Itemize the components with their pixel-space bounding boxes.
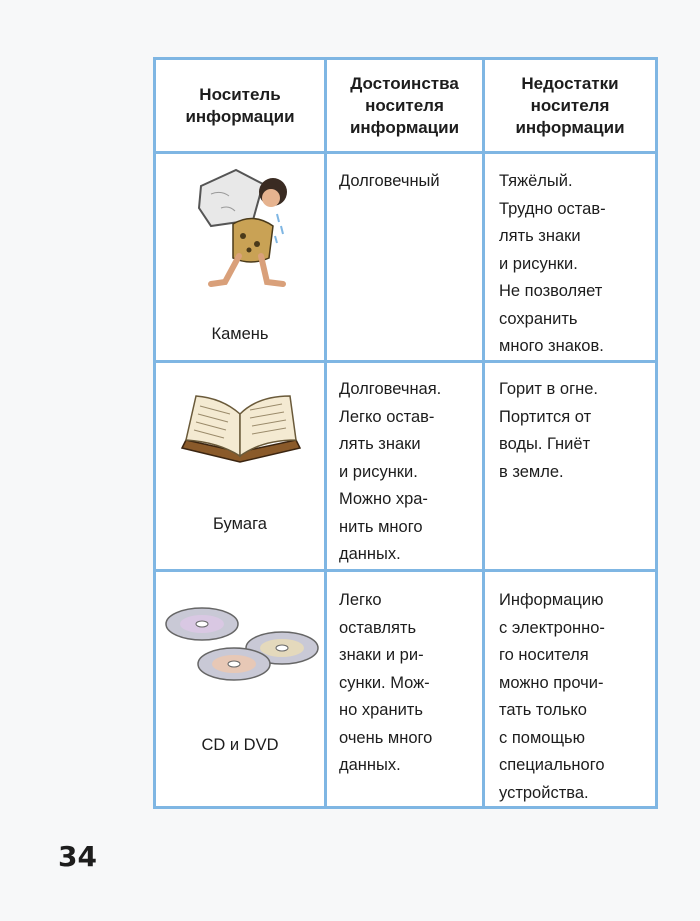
advantages-paper: Долговечная. Легко остав- лять знаки и рисунки. Можно хра- нить много данных.: [339, 380, 442, 563]
disadvantages-paper: Горит в огне. Портится от воды. Гниёт в земле.: [499, 380, 598, 481]
carrier-label-cd-dvd: CD и DVD: [201, 736, 279, 754]
header-disadvantages: Недостатки носителя информации: [515, 73, 625, 137]
row-divider: [156, 151, 655, 154]
disadvantages-cd-dvd: Информацию с электронно- го носителя можно прочи- тать только с помощью специального устройства.: [499, 591, 605, 802]
disadvantages-stone: Тяжёлый. Трудно остав- лять знаки и рисунки. Не позволяет сохранить много знаков.: [499, 172, 606, 355]
carrier-label-stone: Камень: [211, 325, 269, 343]
row-divider: [156, 569, 655, 572]
header-carrier: Носитель информации: [185, 84, 295, 126]
header-advantages: Достоинства носителя информации: [349, 73, 460, 137]
column-divider: [482, 60, 485, 806]
info-carriers-table: [153, 57, 658, 809]
book-illustration: [176, 388, 306, 468]
page-number: 34: [58, 840, 97, 873]
discs-illustration: [164, 600, 324, 690]
advantages-stone: Долговечный: [339, 172, 440, 190]
column-divider: [324, 60, 327, 806]
caveman-stone-illustration: [181, 164, 301, 294]
carrier-label-paper: Бумага: [213, 515, 267, 533]
advantages-cd-dvd: Легко оставлять знаки и ри- сунки. Мож- но хранить очень много данных.: [339, 591, 433, 774]
